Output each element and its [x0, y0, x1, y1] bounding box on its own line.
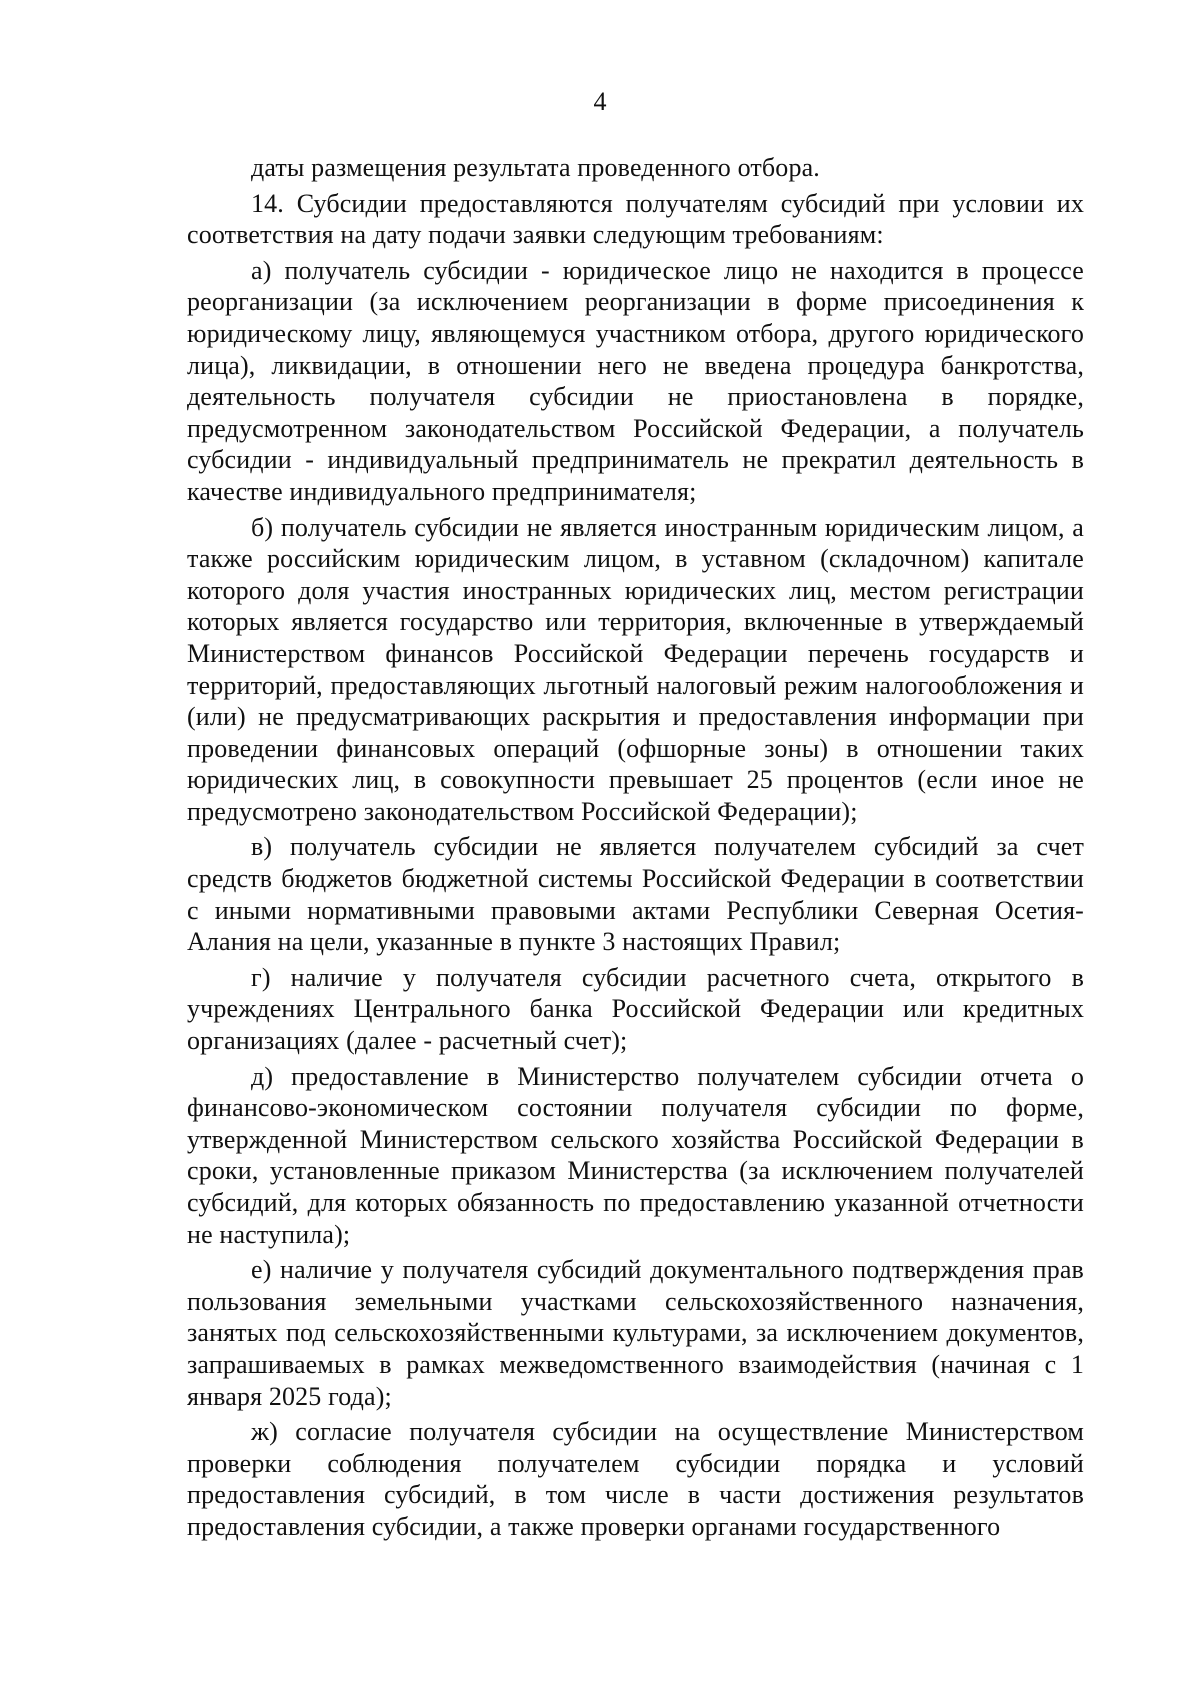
paragraph-clause-14: 14. Субсидии предоставляются получателям субсидий при условии их соответствия на дату подачи заявки следующим требованиям:	[187, 188, 1084, 250]
page-number: 4	[593, 87, 607, 116]
paragraph-item-g: г) наличие у получателя субсидии расчетного счета, открытого в учреждениях Центрального банка Российской Федерации или кредитных организациях (далее - расчетный счет);	[187, 962, 1084, 1056]
paragraph-item-d: д) предоставление в Министерство получателем субсидии отчета о финансово-экономическом состоянии получателя субсидии по форме, утвержденной Министерством сельского хозяйства Российской Федерации в сроки, установленные приказом Министерства (за исключением получателей субсидий, для которых обязанность по предоставлению указанной отчетности не наступила);	[187, 1061, 1084, 1249]
paragraph-item-e: е) наличие у получателя субсидий документального подтверждения прав пользования земельными участками сельскохозяйственного назначения, занятых под сельскохозяйственными культурами, за исключением документов, запрашиваемых в рамках межведомственного взаимодействия (начиная с 1 января 2025 года);	[187, 1255, 1084, 1411]
paragraph-item-b: б) получатель субсидии не является иностранным юридическим лицом, а также российским юридическим лицом, в уставном (складочном) капитале которого доля участия иностранных юридических лиц, местом регистрации которых является государство или территория, включенные в утверждаемый Министерством финансов Российской Федерации перечень государств и территорий, предоставляющих льготный налоговый режим налогообложения и (или) не предусматривающих раскрытия и предоставления информации при проведении финансовых операций (офшорные зоны) в отношении таких юридических лиц, в совокупности превышает 25 процентов (если иное не предусмотрено законодательством Российской Федерации);	[187, 512, 1084, 826]
paragraph-item-a: а) получатель субсидии - юридическое лицо не находится в процессе реорганизации (за исключением реорганизации в форме присоединения к юридическому лицу, являющемуся участником отбора, другого юридического лица), ликвидации, в отношении него не введена процедура банкротства, деятельность получателя субсидии не приостановлена в порядке, предусмотренном законодательством Российской Федерации, а получатель субсидии - индивидуальный предприниматель не прекратил деятельность в качестве индивидуального предпринимателя;	[187, 255, 1084, 506]
paragraph-continuation: даты размещения результата проведенного отбора.	[251, 153, 820, 182]
paragraph-item-v: в) получатель субсидии не является получателем субсидий за счет средств бюджетов бюджетной системы Российской Федерации в соответствии с иными нормативными правовыми актами Республики Северная Осетия-Алания на цели, указанные в пункте 3 настоящих Правил;	[187, 832, 1084, 957]
document-body	[187, 152, 1084, 1543]
paragraph-item-zh: ж) согласие получателя субсидии на осуществление Министерством проверки соблюдения получателем субсидии порядка и условий предоставления субсидий, в том числе в части достижения результатов предоставления субсидии, а также проверки органами государственного	[187, 1417, 1084, 1541]
